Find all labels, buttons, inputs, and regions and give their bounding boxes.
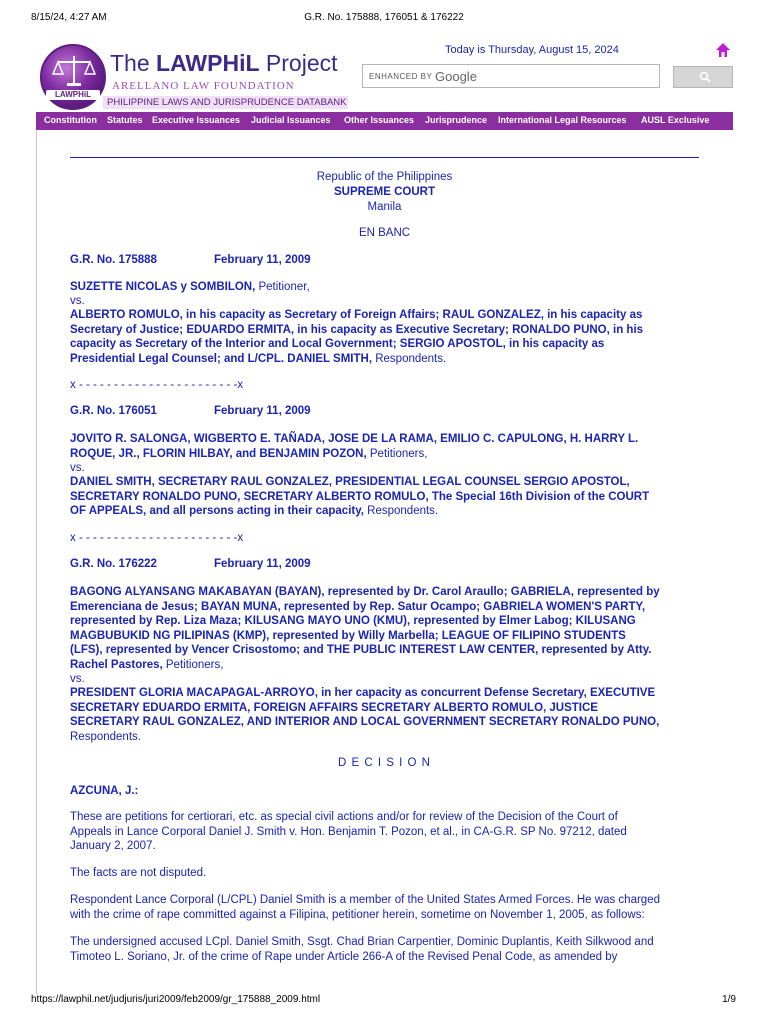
paragraph-4 (70, 935, 699, 964)
case2-petitioners (70, 432, 699, 461)
case1-respondents-line (70, 352, 699, 367)
case2-respondents-line: DANIEL SMITH, SECRETARY RAUL GONZALEZ, PRESIDENTIAL LEGAL COUNSEL SERGIO APOSTOL, (70, 476, 630, 488)
case1-gr-number: G.R. No. 175888 (70, 254, 157, 266)
paragraph-line: Respondent Lance Corporal (L/CPL) Daniel Smith is a member of the United States Armed Forces. He was charged (70, 894, 660, 906)
case2-petitioners-last: ROQUE, JR., FLORIN HILBAY, and BENJAMIN POZON, (70, 447, 367, 460)
foundation-name: ARELLANO LAW FOUNDATION (112, 80, 295, 92)
case1-respondents-line: Secretary of Justice; EDUARDO ERMITA, in his capacity as Executive Secretary; RONALDO PUNO, in his (70, 323, 644, 336)
brand-suffix: Project (259, 50, 338, 76)
court-name: SUPREME COURT (334, 186, 435, 198)
case1-respondents-line: capacity as Secretary of the Interior and Local Government; SERGIO APOSTOL, in his capacity as (70, 338, 605, 350)
home-icon[interactable] (715, 42, 731, 58)
case2-vs: vs. (70, 462, 85, 474)
case1-respondents-role: Respondents. (372, 352, 447, 365)
search-icon (699, 71, 711, 83)
republic-line: Republic of the Philippines (316, 171, 453, 183)
case1-respondents-last: Presidential Legal Counsel; and L/CPL. DANIEL SMITH, (70, 352, 373, 365)
lawphil-logo[interactable] (40, 44, 106, 110)
nav-other-issuances[interactable]: Other Issuances (344, 115, 415, 125)
today-date: Today is Thursday, August 15, 2024 (445, 44, 619, 56)
decision-heading: D E C I S I O N (338, 757, 431, 769)
nav-judicial-issuances[interactable]: Judicial Issuances (251, 115, 331, 125)
case2-petitioners-role: Petitioners, (366, 447, 428, 460)
case3-petitioners-role: Petitioners, (162, 658, 224, 671)
nav-international-legal-resources[interactable]: International Legal Resources (498, 115, 627, 125)
case3-petitioners-line (70, 658, 699, 673)
print-url: https://lawphil.net/judjuris/juri2009/feb2009/gr_175888_2009.html (31, 994, 321, 1005)
case1-petitioner-name: SUZETTE NICOLAS y SOMBILON, (70, 281, 256, 293)
paragraph-line: Timoteo L. Soriano, Jr. of the crime of Rape under Article 266-A of the Revised Penal Code, as amended by (70, 950, 618, 963)
case3-respondents-line: PRESIDENT GLORIA MACAPAGAL-ARROYO, in her capacity as concurrent Defense Secretary, EXECUTIVE (70, 687, 656, 699)
case1-vs: vs. (70, 295, 85, 307)
ponente: AZCUNA, J.: (70, 785, 139, 797)
search-button[interactable] (673, 66, 733, 88)
nav-constitution[interactable]: Constitution (44, 115, 97, 125)
case3-petitioners-line: MAGBUBUKID NG PILIPINAS (KMP), represented by Willy Marbella; LEAGUE OF FILIPINO STUDENTS (70, 629, 626, 642)
case-separator: x - - - - - - - - - - - - - - - - - - - - - - -x (70, 379, 244, 391)
case3-petitioners-line: represented by Rep. Liza Maza; KILUSANG MAYO UNO (KMU), represented by Elmer Labog; KILUSANG (70, 615, 636, 627)
brand-prefix: The (110, 50, 157, 76)
paragraph-line: Appeals in Lance Corporal Daniel J. Smith v. Hon. Benjamin T. Pozon, et al., in CA-G.R. SP No. 97212, dated (70, 825, 627, 838)
case3-respondents-line: SECRETARY EDUARDO ERMITA, FOREIGN AFFAIRS SECRETARY ALBERTO ROMULO, JUSTICE (70, 701, 598, 714)
main-nav (36, 112, 733, 130)
case2-gr-number: G.R. No. 176051 (70, 405, 157, 417)
scales-of-justice-icon (52, 52, 96, 88)
case3-respondents (70, 686, 699, 744)
case3-petitioners-line: (LFS), represented by Vencer Crisostomo; and THE PUBLIC INTEREST LAW CENTER, represented by Atty. (70, 644, 652, 656)
case1-petitioner (70, 280, 699, 295)
case3-respondents-line: SECRETARY RAUL GONZALEZ, AND INTERIOR AND LOCAL GOVERNMENT SECRETARY RONALDO PUNO, (70, 716, 660, 728)
case3-respondents-role: Respondents. (70, 730, 141, 743)
division-label: EN BANC (358, 227, 411, 239)
paragraph-2: The facts are not disputed. (70, 867, 207, 879)
paragraph-1 (70, 810, 699, 854)
court-city: Manila (367, 201, 402, 213)
paragraph-line: with the crime of rape committed against a Filipina, petitioner herein, sometime on November 1, 2005, as follows: (70, 908, 645, 921)
case3-petitioners (70, 585, 699, 672)
case2-petitioners-line (70, 447, 699, 462)
case1-petitioner-role: Petitioner, (255, 281, 310, 293)
case1-date: February 11, 2009 (214, 254, 311, 266)
brand-name: LAWPHiL (156, 50, 260, 76)
nav-executive-issuances[interactable]: Executive Issuances (152, 115, 241, 125)
google-label: Google (435, 69, 477, 84)
content-left-border (36, 130, 37, 994)
nav-jurisprudence[interactable]: Jurisprudence (425, 115, 488, 125)
paragraph-3 (70, 893, 699, 922)
paragraph-line: These are petitions for certiorari, etc. as special civil actions and/or for review of the Decision of the Court of (70, 811, 618, 823)
site-brand[interactable] (110, 50, 338, 77)
case2-petitioners-line: JOVITO R. SALONGA, WIGBERTO E. TAÑADA, JOSE DE LA RAMA, EMILIO C. CAPULONG, H. HARRY L. (70, 433, 639, 445)
databank-tagline: PHILIPPINE LAWS AND JURISPRUDENCE DATABANK (103, 96, 348, 109)
print-title: G.R. No. 175888, 176051 & 176222 (304, 12, 464, 23)
paragraph-line: The undersigned accused LCpl. Daniel Smith, Ssgt. Chad Brian Carpentier, Dominic Duplantis, Keith Silkwood and (70, 936, 654, 948)
content-divider (70, 157, 699, 158)
case1-respondents-line: ALBERTO ROMULO, in his capacity as Secretary of Foreign Affairs; RAUL GONZALEZ, in his capacity as (70, 309, 643, 321)
print-page-number: 1/9 (722, 994, 736, 1005)
case2-respondents-line (70, 504, 699, 519)
case2-respondents-last: OF APPEALS, and all persons acting in their capacity, (70, 505, 364, 517)
print-footer (0, 994, 768, 1008)
case2-respondents (70, 475, 699, 519)
case3-petitioners-line: BAGONG ALYANSANG MAKABAYAN (BAYAN), represented by Dr. Carol Araullo; GABRIELA, represented by (70, 586, 660, 598)
case2-date: February 11, 2009 (214, 405, 311, 417)
print-datetime: 8/15/24, 4:27 AM (31, 12, 107, 23)
search-input[interactable] (362, 64, 660, 88)
logo-label: LAWPHiL (46, 90, 100, 100)
search-enhanced-label: ENHANCED BY (369, 72, 433, 81)
case1-respondents (70, 308, 699, 366)
paragraph-line: January 2, 2007. (70, 840, 156, 852)
case2-respondents-role: Respondents. (363, 505, 439, 517)
nav-ausl-exclusive[interactable]: AUSL Exclusive (641, 115, 710, 125)
nav-statutes[interactable]: Statutes (107, 115, 143, 125)
case2-respondents-line: SECRETARY RONALDO PUNO, SECRETARY ALBERTO ROMULO, The Special 16th Division of the COURT (70, 490, 650, 503)
case3-vs: vs. (70, 673, 85, 685)
case3-date: February 11, 2009 (214, 558, 311, 570)
case3-petitioners-last: Rachel Pastores, (70, 658, 163, 671)
case3-petitioners-line: Emerenciana de Jesus; BAYAN MUNA, represented by Rep. Satur Ocampo; GABRIELA WOMEN'S PARTY, (70, 600, 646, 613)
print-header (0, 12, 768, 26)
case-separator: x - - - - - - - - - - - - - - - - - - - - - - -x (70, 532, 244, 544)
case3-gr-number: G.R. No. 176222 (70, 558, 157, 570)
